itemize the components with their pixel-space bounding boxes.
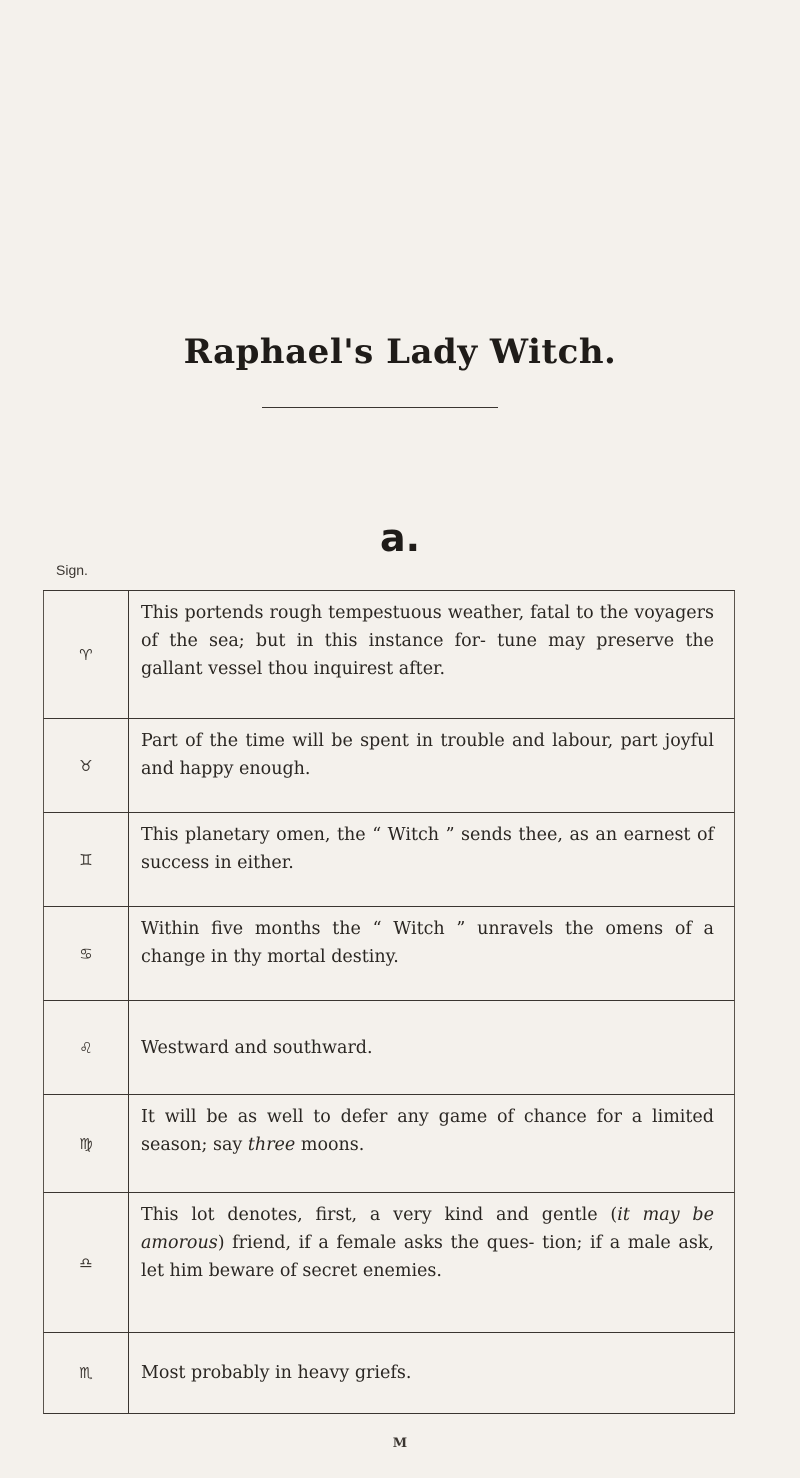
row-text: It will be as well to defer any game of chance for a limited season; say three moons. <box>141 1107 714 1155</box>
gemini-sign: ♊︎ <box>44 813 129 906</box>
row-text: Most probably in heavy griefs. <box>141 1363 412 1383</box>
table-row <box>43 1333 735 1414</box>
table-row <box>43 1193 735 1333</box>
table-row <box>43 1095 735 1193</box>
table-row <box>43 1001 735 1095</box>
row-text: Part of the time will be spent in trouble and labour, part joyful and happy enough. <box>141 731 714 779</box>
title-rule <box>262 407 498 408</box>
table-row <box>43 907 735 1001</box>
table-row <box>43 591 735 719</box>
taurus-sign: ♉︎ <box>44 719 129 812</box>
row-text: Within five months the “ Witch ” unravels the omens of a change in thy mortal destiny. <box>141 919 714 967</box>
cancer-sign: ♋︎ <box>44 907 129 1000</box>
section-letter: a. <box>379 516 421 560</box>
signature-mark: M <box>392 1436 408 1451</box>
page-title: Raphael's Lady Witch. <box>183 332 617 372</box>
row-text: This lot denotes, first, a very kind and gentle (it may be amorous) friend, if a female asks the ques- tion; if a male ask, let him beware of secret enemies. <box>141 1205 714 1281</box>
table-row <box>43 813 735 907</box>
scorpio-sign: ♏︎ <box>44 1333 129 1413</box>
sign-column-label: Sign. <box>56 562 88 578</box>
omen-table <box>43 590 735 1414</box>
row-text: This planetary omen, the “ Witch ” sends thee, as an earnest of success in either. <box>141 825 714 873</box>
row-text: This portends rough tempestuous weather, fatal to the voyagers of the sea; but in this instance for- tune may preserve the gallant vessel thou inquirest after. <box>141 603 714 679</box>
leo-sign: ♌︎ <box>44 1001 129 1094</box>
libra-sign: ♎︎ <box>44 1193 129 1332</box>
aries-sign: ♈︎ <box>44 591 129 718</box>
virgo-sign: ♍︎ <box>44 1095 129 1192</box>
row-text: Westward and southward. <box>141 1037 373 1058</box>
table-row <box>43 719 735 813</box>
